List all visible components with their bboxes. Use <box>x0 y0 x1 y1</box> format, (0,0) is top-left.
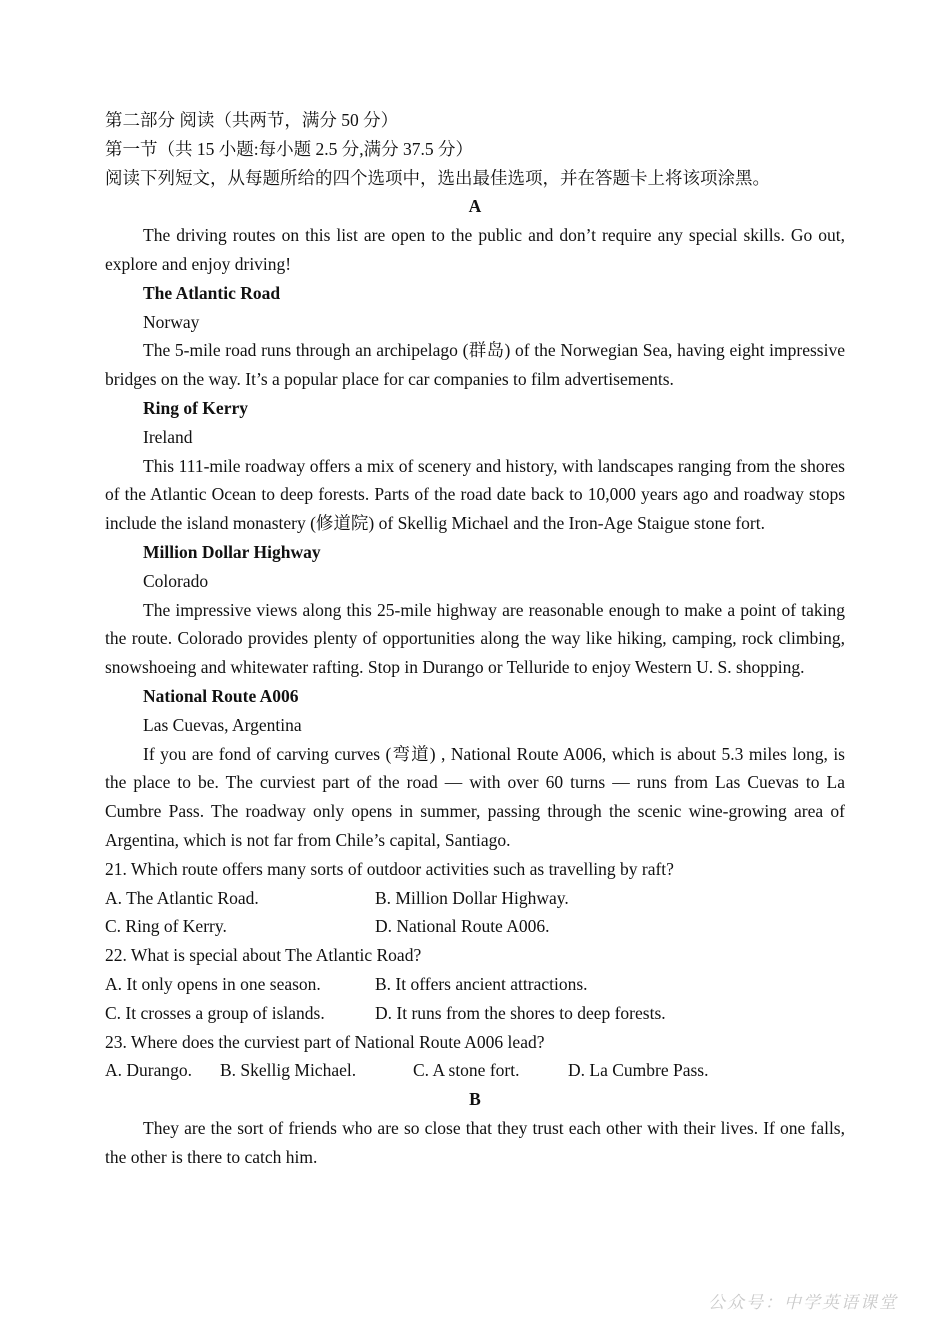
question-options <box>105 912 845 941</box>
option-d: D. National Route A006. <box>375 916 550 937</box>
question-stem: 22. What is special about The Atlantic Road? <box>105 945 422 966</box>
passage-b-label: B <box>469 1089 481 1110</box>
option-b: B. It offers ancient attractions. <box>375 973 588 994</box>
option-d: D. It runs from the shores to deep forests. <box>375 1002 666 1023</box>
option-a: A. Durango. <box>105 1060 192 1081</box>
passage-b-text: They are the sort of friends who are so close that they trust each other with their lives. If one falls, the other is there to catch him. <box>105 1117 845 1167</box>
option-a: A. It only opens in one season. <box>105 973 321 994</box>
section-heading: 第一节（共 15 小题:每小题 2.5 分,满分 37.5 分） <box>105 138 473 159</box>
question-options <box>105 970 845 999</box>
route-place: Las Cuevas, Argentina <box>143 714 302 735</box>
route-name: National Route A006 <box>143 685 299 706</box>
route-description: The impressive views along this 25-mile highway are reasonable enough to make a point of taking the route. Colorado provides plenty of opportunities along the way like hiking, camping, rock climbing, snowshoeing and whitewater rafting. Stop in Durango or Telluride to enjoy Western U. S. shopping. <box>105 599 845 678</box>
option-c: C. Ring of Kerry. <box>105 916 227 937</box>
exam-page <box>105 106 845 1171</box>
option-c: C. A stone fort. <box>413 1060 520 1081</box>
instruction: 阅读下列短文，从每题所给的四个选项中，选出最佳选项，并在答题卡上将该项涂黑。 <box>105 167 770 188</box>
question-stem: 21. Which route offers many sorts of outdoor activities such as travelling by raft? <box>105 858 674 879</box>
question-stem: 23. Where does the curviest part of National Route A006 lead? <box>105 1031 545 1052</box>
route-name: Million Dollar Highway <box>143 541 321 562</box>
option-d: D. La Cumbre Pass. <box>568 1060 709 1081</box>
option-a: A. The Atlantic Road. <box>105 887 259 908</box>
route-place: Norway <box>143 311 200 332</box>
part-heading: 第二部分 阅读（共两节，满分 50 分） <box>105 110 399 130</box>
option-b: B. Million Dollar Highway. <box>375 887 569 908</box>
route-place: Colorado <box>143 570 209 591</box>
route-place: Ireland <box>143 426 193 447</box>
question-options <box>105 999 845 1028</box>
watermark: 公众号：中学英语课堂 <box>708 1293 898 1313</box>
route-name: Ring of Kerry <box>143 397 248 418</box>
option-b: B. Skellig Michael. <box>220 1060 357 1081</box>
question-options <box>105 884 845 913</box>
question-options <box>105 1056 845 1085</box>
route-description: The 5-mile road runs through an archipelago (群岛) of the Norwegian Sea, having eight impressive bridges on the way. It’s a popular place for car companies to film advertisements. <box>105 340 845 390</box>
option-c: C. It crosses a group of islands. <box>105 1002 325 1023</box>
passage-a-label: A <box>468 196 482 217</box>
route-name: The Atlantic Road <box>143 282 281 303</box>
route-description: If you are fond of carving curves (弯道) , National Route A006, which is about 5.3 miles long, is the place to be. The curviest part of the road — with over 60 turns — runs from Las Cuevas to La Cumbre Pass. The roadway only opens in summer, passing through the scenic wine-growing area of Argentina, which is not far from Chile’s capital, Santiago. <box>105 743 845 850</box>
passage-a-intro: The driving routes on this list are open to the public and don’t require any special skills. Go out, explore and enjoy driving! <box>105 225 845 274</box>
route-description: This 111-mile roadway offers a mix of scenery and history, with landscapes ranging from the shores of the Atlantic Ocean to deep forests. Parts of the road date back to 10,000 years ago and roadway stops include the island monastery (修道院) of Skellig Michael and the Iron-Age Staigue stone fort. <box>105 455 845 534</box>
